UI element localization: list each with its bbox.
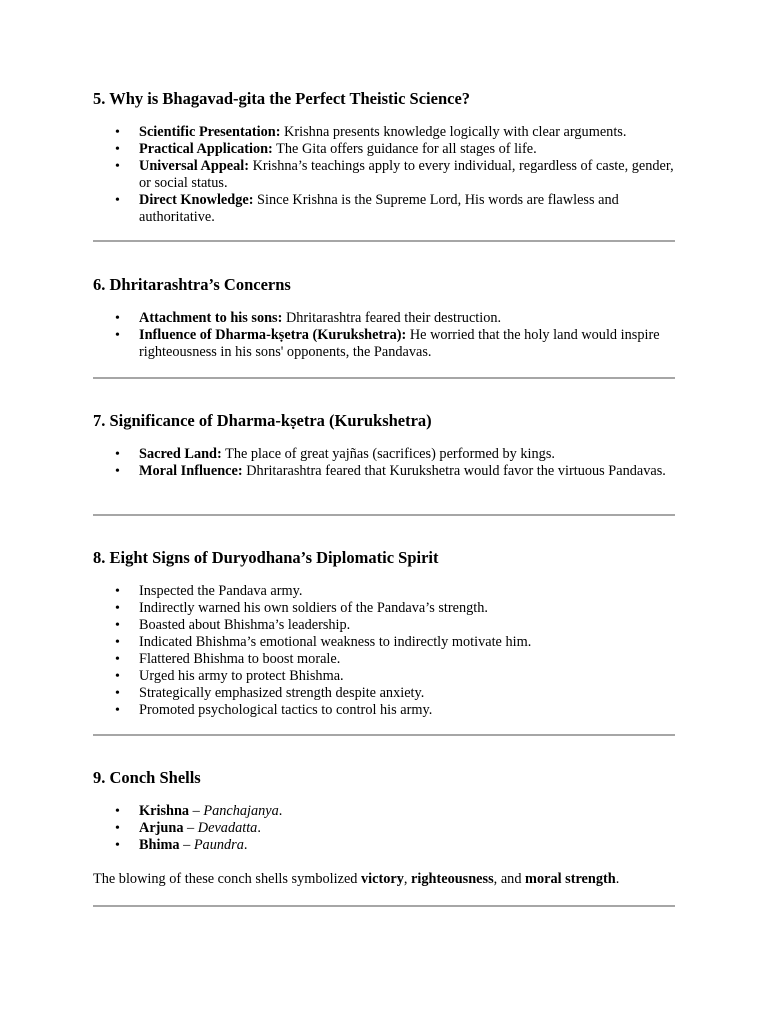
list-item: • Flattered Bhishma to boost morale. [139, 651, 675, 668]
period: . [257, 820, 261, 836]
emphasis: moral strength [525, 871, 616, 887]
list-item [139, 124, 675, 141]
conch-owner: Bhima [139, 837, 180, 853]
bullet-list [93, 310, 675, 361]
list-item [139, 820, 675, 837]
section-title: 5. Why is Bhagavad-gita the Perfect Theistic Science? [93, 89, 471, 108]
emphasis: victory [361, 871, 404, 887]
section-divider [93, 734, 675, 736]
section-9 [93, 768, 675, 888]
section-5 [93, 89, 675, 226]
list-item: • Indirectly warned his own soldiers of the Pandava’s strength. [139, 600, 675, 617]
item-text: The place of great yajñas (sacrifices) performed by kings. [221, 446, 555, 462]
item-text: Since Krishna is the Supreme Lord, His words are flawless and authoritative. [139, 192, 619, 225]
section-divider [93, 905, 675, 907]
conch-owner: Arjuna [139, 820, 184, 836]
section-7 [93, 411, 675, 480]
list-item [139, 310, 675, 327]
section-title: 7. Significance of Dharma-kṣetra (Kurukshetra) [93, 411, 432, 430]
list-item: • Promoted psychological tactics to control his army. [139, 702, 675, 719]
dash: – [179, 837, 194, 853]
period: . [278, 803, 283, 819]
list-item [139, 192, 675, 226]
bullet-list [93, 803, 675, 854]
dash: – [183, 820, 198, 836]
list-item [139, 463, 675, 480]
item-label: Moral Influence: [139, 463, 243, 479]
section-divider [93, 377, 675, 379]
conch-name: Panchajanya [203, 803, 279, 819]
list-item [139, 803, 675, 820]
text-run: , [403, 871, 412, 887]
list-item [139, 837, 675, 854]
section-8 [93, 548, 675, 719]
section-divider [93, 240, 675, 242]
conch-name: Devadatta [197, 820, 258, 836]
section-6 [93, 275, 675, 361]
item-label: Influence of Dharma-kṣetra (Kurukshetra): [139, 327, 407, 343]
dash: – [189, 803, 204, 819]
item-label: Attachment to his sons: [139, 310, 283, 326]
conch-owner: Krishna [139, 803, 190, 819]
list-item: • Inspected the Pandava army. [139, 583, 675, 600]
bullet-list [93, 124, 675, 226]
section-title: 8. Eight Signs of Duryodhana’s Diplomatic Spirit [93, 548, 439, 567]
item-text: Krishna presents knowledge logically with clear arguments. [280, 124, 627, 140]
item-label: Practical Application: [139, 141, 273, 157]
list-item [139, 327, 675, 361]
list-item: • Urged his army to protect Bhishma. [139, 668, 675, 685]
list-item: • Boasted about Bhishma’s leadership. [139, 617, 675, 634]
item-text: The Gita offers guidance for all stages of life. [272, 141, 537, 157]
item-label: Universal Appeal: [139, 158, 250, 174]
item-text: Krishna’s teachings apply to every individual, regardless of caste, gender, or social status. [139, 158, 674, 191]
emphasis: righteousness [411, 871, 494, 887]
conch-name: Paundra [193, 837, 244, 853]
text-run: . [615, 871, 620, 887]
bullet-list [93, 583, 675, 719]
text-run: The blowing of these conch shells symbolized [93, 871, 362, 887]
item-label: Direct Knowledge: [139, 192, 254, 208]
list-item [139, 158, 675, 192]
bullet-list [93, 446, 675, 480]
item-label: Scientific Presentation: [139, 124, 281, 140]
section-title: 9. Conch Shells [93, 768, 201, 787]
item-label: Sacred Land: [139, 446, 222, 462]
list-item: • Strategically emphasized strength despite anxiety. [139, 685, 675, 702]
period: . [243, 837, 248, 853]
list-item [139, 446, 675, 463]
list-item [139, 141, 675, 158]
item-text: He worried that the holy land would inspire righteousness in his sons' opponents, the Pandavas. [139, 327, 660, 360]
closing-paragraph [93, 871, 675, 888]
section-divider [93, 514, 675, 516]
section-title: 6. Dhritarashtra’s Concerns [93, 275, 291, 294]
item-text: Dhritarashtra feared their destruction. [282, 310, 502, 326]
list-item: • Indicated Bhishma’s emotional weakness to indirectly motivate him. [139, 634, 675, 651]
text-run: , and [493, 871, 526, 887]
item-text: Dhritarashtra feared that Kurukshetra would favor the virtuous Pandavas. [242, 463, 666, 479]
